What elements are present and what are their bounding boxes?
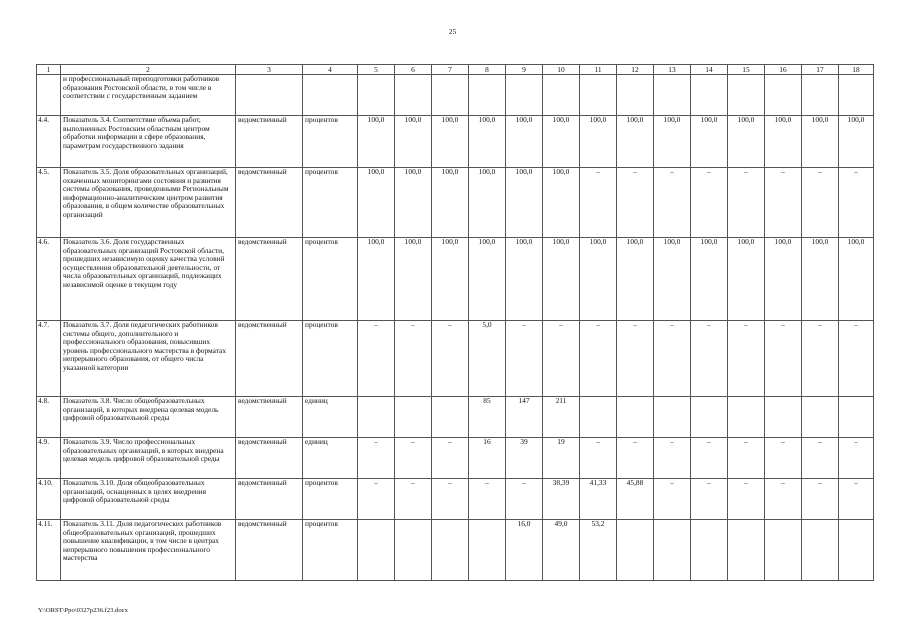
value-cell: 53,2 (580, 520, 617, 581)
value-cell (580, 397, 617, 438)
unit-cell: процентов (303, 479, 358, 520)
value-cell: – (839, 321, 874, 397)
row-number-cell (37, 75, 61, 116)
column-number-13: 13 (654, 65, 691, 75)
indicator-name-cell: Показатель 3.7. Доля педагогических работников системы общего, дополнительного и профессионального образования, повысивших уровень профессионального мастерства в форматах непрерывного образования, от общего числа указанной категории (61, 321, 236, 397)
value-cell (432, 520, 469, 581)
data-source-cell (236, 75, 303, 116)
value-cell: – (432, 438, 469, 479)
value-cell: – (691, 438, 728, 479)
value-cell: 100,0 (765, 116, 802, 168)
row-number-cell: 4.4. (37, 116, 61, 168)
value-cell: 100,0 (358, 168, 395, 238)
data-source-cell: ведомственный (236, 116, 303, 168)
value-cell: – (580, 168, 617, 238)
value-cell (543, 75, 580, 116)
value-cell: 100,0 (617, 238, 654, 321)
value-cell: 100,0 (839, 116, 874, 168)
row-number-cell: 4.5. (37, 168, 61, 238)
value-cell (728, 397, 765, 438)
value-cell (765, 520, 802, 581)
unit-cell: единиц (303, 397, 358, 438)
indicator-name-cell: Показатель 3.6. Доля государственных образовательных организаций Ростовской области, прошедших независимую оценку качества условий осуществления образовательной деятельности, от числа образовательных организаций, подлежащих независимой оценке в текущем году (61, 238, 236, 321)
value-cell: – (432, 321, 469, 397)
value-cell: – (839, 438, 874, 479)
row-number-cell: 4.6. (37, 238, 61, 321)
column-number-4: 4 (303, 65, 358, 75)
column-number-18: 18 (839, 65, 874, 75)
value-cell: 100,0 (765, 238, 802, 321)
value-cell: – (617, 168, 654, 238)
value-cell (765, 397, 802, 438)
value-cell (358, 397, 395, 438)
value-cell: – (654, 321, 691, 397)
value-cell: – (543, 321, 580, 397)
value-cell: 85 (469, 397, 506, 438)
value-cell: 100,0 (395, 238, 432, 321)
unit-cell: процентов (303, 520, 358, 581)
value-cell: 16 (469, 438, 506, 479)
value-cell: 100,0 (506, 238, 543, 321)
unit-cell: единиц (303, 438, 358, 479)
value-cell (469, 520, 506, 581)
value-cell: 100,0 (469, 116, 506, 168)
column-number-7: 7 (432, 65, 469, 75)
value-cell: 100,0 (432, 168, 469, 238)
value-cell: – (506, 479, 543, 520)
unit-cell (303, 75, 358, 116)
column-number-8: 8 (469, 65, 506, 75)
value-cell: 38,39 (543, 479, 580, 520)
unit-cell: процентов (303, 116, 358, 168)
value-cell (469, 75, 506, 116)
value-cell: 100,0 (617, 116, 654, 168)
value-cell: – (839, 479, 874, 520)
table-row (37, 397, 874, 438)
value-cell: – (728, 168, 765, 238)
column-number-1: 1 (37, 65, 61, 75)
value-cell (802, 520, 839, 581)
value-cell: – (765, 438, 802, 479)
indicator-name-cell: Показатель 3.10. Доля общеобразовательных организаций, оснащенных в целях внедрения цифровой образовательной среды (61, 479, 236, 520)
value-cell (839, 520, 874, 581)
value-cell: 100,0 (728, 116, 765, 168)
value-cell: – (728, 321, 765, 397)
value-cell: 19 (543, 438, 580, 479)
value-cell: – (395, 438, 432, 479)
value-cell: – (469, 479, 506, 520)
value-cell (691, 397, 728, 438)
value-cell (358, 75, 395, 116)
value-cell: 100,0 (580, 116, 617, 168)
value-cell: – (691, 168, 728, 238)
value-cell (654, 75, 691, 116)
column-number-3: 3 (236, 65, 303, 75)
value-cell: – (765, 168, 802, 238)
value-cell: 100,0 (469, 168, 506, 238)
value-cell: 100,0 (580, 238, 617, 321)
value-cell: 211 (543, 397, 580, 438)
value-cell: – (802, 438, 839, 479)
value-cell (617, 397, 654, 438)
value-cell: 147 (506, 397, 543, 438)
page-number: 25 (448, 27, 457, 36)
value-cell: – (765, 321, 802, 397)
unit-cell: процентов (303, 168, 358, 238)
column-number-17: 17 (802, 65, 839, 75)
column-number-15: 15 (728, 65, 765, 75)
column-number-6: 6 (395, 65, 432, 75)
column-number-row (37, 65, 874, 75)
value-cell (580, 75, 617, 116)
value-cell (839, 75, 874, 116)
value-cell: – (765, 479, 802, 520)
column-number-16: 16 (765, 65, 802, 75)
column-number-10: 10 (543, 65, 580, 75)
value-cell: – (654, 479, 691, 520)
value-cell (395, 75, 432, 116)
value-cell: – (617, 321, 654, 397)
value-cell: – (802, 321, 839, 397)
data-source-cell: ведомственный (236, 520, 303, 581)
value-cell: – (728, 438, 765, 479)
value-cell: 100,0 (802, 238, 839, 321)
value-cell: 100,0 (691, 116, 728, 168)
table-row (37, 321, 874, 397)
row-number-cell: 4.11. (37, 520, 61, 581)
table-row (37, 238, 874, 321)
indicator-name-cell: Показатель 3.5. Доля образовательных организаций, охваченных мониторингами состояния и развития системы образования, проведенными Региональным информационно-аналитическим центром развития образования, в общем количестве образовательных организаций (61, 168, 236, 238)
value-cell: 100,0 (728, 238, 765, 321)
value-cell: – (802, 479, 839, 520)
value-cell: 39 (506, 438, 543, 479)
value-cell (728, 520, 765, 581)
value-cell: – (358, 479, 395, 520)
data-source-cell: ведомственный (236, 168, 303, 238)
value-cell (691, 520, 728, 581)
value-cell (654, 520, 691, 581)
data-source-cell: ведомственный (236, 321, 303, 397)
value-cell (802, 397, 839, 438)
value-cell (691, 75, 728, 116)
value-cell: 100,0 (839, 238, 874, 321)
value-cell: 100,0 (432, 238, 469, 321)
table-row (37, 438, 874, 479)
column-number-12: 12 (617, 65, 654, 75)
indicator-name-cell: и профессиональный переподготовки работников образования Ростовской области, в том числе в соответствии с государственным заданием (61, 75, 236, 116)
value-cell: – (358, 438, 395, 479)
value-cell: 49,0 (543, 520, 580, 581)
indicators-table (36, 64, 874, 581)
value-cell (765, 75, 802, 116)
indicator-name-cell: Показатель 3.8. Число общеобразовательных организаций, в которых внедрена целевая модель цифровой образовательной среды (61, 397, 236, 438)
value-cell: – (395, 479, 432, 520)
value-cell: – (395, 321, 432, 397)
table-row (37, 520, 874, 581)
value-cell (617, 75, 654, 116)
table-body (37, 65, 874, 581)
data-source-cell: ведомственный (236, 397, 303, 438)
value-cell: 100,0 (358, 238, 395, 321)
value-cell (654, 397, 691, 438)
value-cell: 41,33 (580, 479, 617, 520)
value-cell: – (617, 438, 654, 479)
value-cell: – (358, 321, 395, 397)
file-path-footer: Y:\ORST\Ppo\0327p236.f23.docx (38, 607, 128, 614)
value-cell: 100,0 (543, 238, 580, 321)
value-cell: – (654, 438, 691, 479)
row-number-cell: 4.7. (37, 321, 61, 397)
value-cell: – (728, 479, 765, 520)
value-cell: – (654, 168, 691, 238)
table-row (37, 168, 874, 238)
value-cell: – (506, 321, 543, 397)
value-cell: – (839, 168, 874, 238)
value-cell: 16,0 (506, 520, 543, 581)
column-number-2: 2 (61, 65, 236, 75)
data-source-cell: ведомственный (236, 238, 303, 321)
column-number-9: 9 (506, 65, 543, 75)
value-cell: 45,88 (617, 479, 654, 520)
value-cell (728, 75, 765, 116)
value-cell: – (691, 479, 728, 520)
column-number-5: 5 (358, 65, 395, 75)
value-cell: – (691, 321, 728, 397)
value-cell (432, 397, 469, 438)
row-number-cell: 4.10. (37, 479, 61, 520)
column-number-14: 14 (691, 65, 728, 75)
table-row (37, 479, 874, 520)
table-row (37, 116, 874, 168)
value-cell: 100,0 (395, 116, 432, 168)
value-cell (432, 75, 469, 116)
value-cell: – (432, 479, 469, 520)
indicator-name-cell: Показатель 3.9. Число профессиональных образовательных организаций, в которых внедрена целевая модель цифровой образовательной среды (61, 438, 236, 479)
data-source-cell: ведомственный (236, 479, 303, 520)
value-cell: – (802, 168, 839, 238)
value-cell: 5,0 (469, 321, 506, 397)
value-cell (358, 520, 395, 581)
unit-cell: процентов (303, 321, 358, 397)
value-cell: 100,0 (432, 116, 469, 168)
value-cell: – (580, 321, 617, 397)
value-cell: 100,0 (358, 116, 395, 168)
data-source-cell: ведомственный (236, 438, 303, 479)
indicator-name-cell: Показатель 3.11. Доля педагогических работников общеобразовательных организаций, прошедших повышение квалификации, в том числе в центрах непрерывного повышения профессионального мастерства (61, 520, 236, 581)
column-number-11: 11 (580, 65, 617, 75)
value-cell: – (580, 438, 617, 479)
value-cell: 100,0 (395, 168, 432, 238)
value-cell (839, 397, 874, 438)
value-cell: 100,0 (506, 168, 543, 238)
value-cell: 100,0 (654, 116, 691, 168)
value-cell: 100,0 (802, 116, 839, 168)
value-cell: 100,0 (506, 116, 543, 168)
table-row (37, 75, 874, 116)
unit-cell: процентов (303, 238, 358, 321)
value-cell: 100,0 (543, 168, 580, 238)
row-number-cell: 4.8. (37, 397, 61, 438)
value-cell: 100,0 (654, 238, 691, 321)
value-cell (395, 397, 432, 438)
row-number-cell: 4.9. (37, 438, 61, 479)
indicator-name-cell: Показатель 3.4. Соответствие объема работ, выполненных Ростовским областным центром обработки информации в сфере образования, параметрам государственного задания (61, 116, 236, 168)
value-cell: 100,0 (691, 238, 728, 321)
value-cell: 100,0 (543, 116, 580, 168)
value-cell (506, 75, 543, 116)
value-cell (395, 520, 432, 581)
value-cell (617, 520, 654, 581)
value-cell: 100,0 (469, 238, 506, 321)
value-cell (802, 75, 839, 116)
